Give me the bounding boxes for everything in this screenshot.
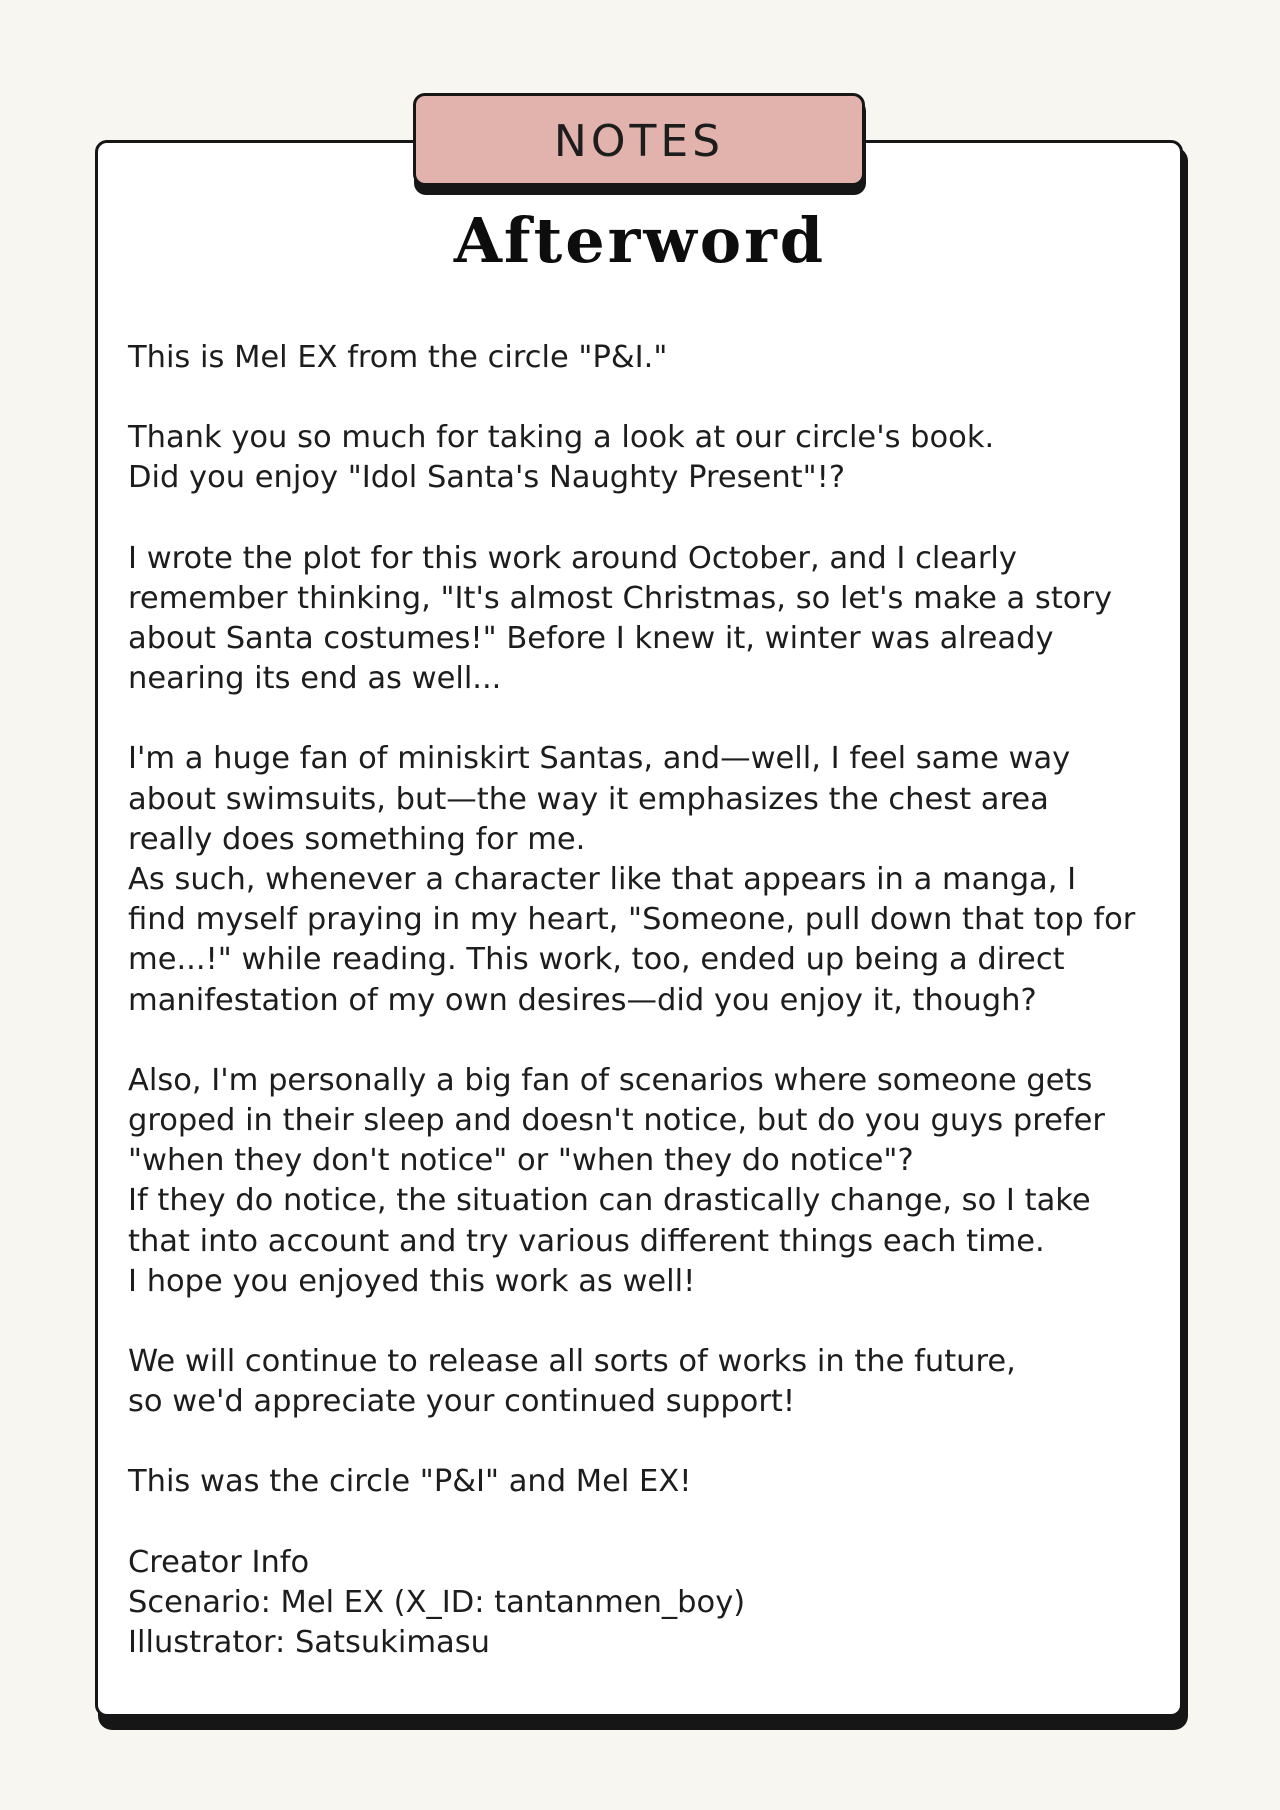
text-line: me...!" while reading. This work, too, ended up being a direct: [128, 942, 1065, 978]
paragraph-intro: [128, 338, 1158, 378]
text-line: I wrote the plot for this work around October, and I clearly: [128, 540, 1017, 576]
paragraph-thanks: [128, 418, 1158, 498]
page-title: Afterword: [453, 204, 827, 277]
text-line: Thank you so much for taking a look at our circle's book.: [128, 420, 995, 456]
creator-info-heading: Creator Info: [128, 1544, 310, 1580]
text-line: I hope you enjoyed this work as well!: [128, 1263, 696, 1299]
paragraph-scenarios: [128, 1061, 1158, 1302]
paragraph-signoff: [128, 1462, 1158, 1502]
text-line: If they do notice, the situation can drastically change, so I take: [128, 1183, 1091, 1219]
creator-illustrator: Illustrator: Satsukimasu: [128, 1625, 490, 1661]
text-line: remember thinking, "It's almost Christmas, so let's make a story: [128, 580, 1113, 616]
creator-scenario: Scenario: Mel EX (X_ID: tantanmen_boy): [128, 1584, 746, 1620]
notes-tab-label: NOTES: [553, 116, 725, 167]
text-line: As such, whenever a character like that appears in a manga, I: [128, 862, 1077, 898]
text-line: really does something for me.: [128, 821, 586, 857]
text-line: Also, I'm personally a big fan of scenarios where someone gets: [128, 1062, 1093, 1098]
paragraph-santas: [128, 739, 1158, 1020]
text-line: about swimsuits, but—the way it emphasizes the chest area: [128, 781, 1049, 817]
creator-info: [128, 1543, 1158, 1664]
text-line: I'm a huge fan of miniskirt Santas, and—well, I feel same way: [128, 741, 1071, 777]
text-line: "when they don't notice" or "when they do notice"?: [128, 1143, 914, 1179]
text-line: find myself praying in my heart, "Someone, pull down that top for: [128, 902, 1136, 938]
text-line: about Santa costumes!" Before I knew it, winter was already: [128, 621, 1054, 657]
text-line: This was the circle "P&I" and Mel EX!: [128, 1464, 692, 1500]
text-line: manifestation of my own desires—did you enjoy it, though?: [128, 982, 1037, 1018]
text-line: nearing its end as well...: [128, 661, 502, 697]
notes-tab: [413, 93, 865, 186]
paragraph-support: [128, 1342, 1158, 1422]
text-line: We will continue to release all sorts of works in the future,: [128, 1344, 1016, 1380]
text-line: so we'd appreciate your continued support!: [128, 1384, 796, 1420]
text-line: This is Mel EX from the circle "P&I.": [128, 340, 668, 375]
text-line: groped in their sleep and doesn't notice, but do you guys prefer: [128, 1103, 1105, 1139]
paragraph-plot: [128, 539, 1158, 700]
text-line: Did you enjoy "Idol Santa's Naughty Present"!?: [128, 460, 846, 496]
text-line: that into account and try various different things each time.: [128, 1223, 1045, 1259]
afterword-body: [128, 338, 1158, 1703]
